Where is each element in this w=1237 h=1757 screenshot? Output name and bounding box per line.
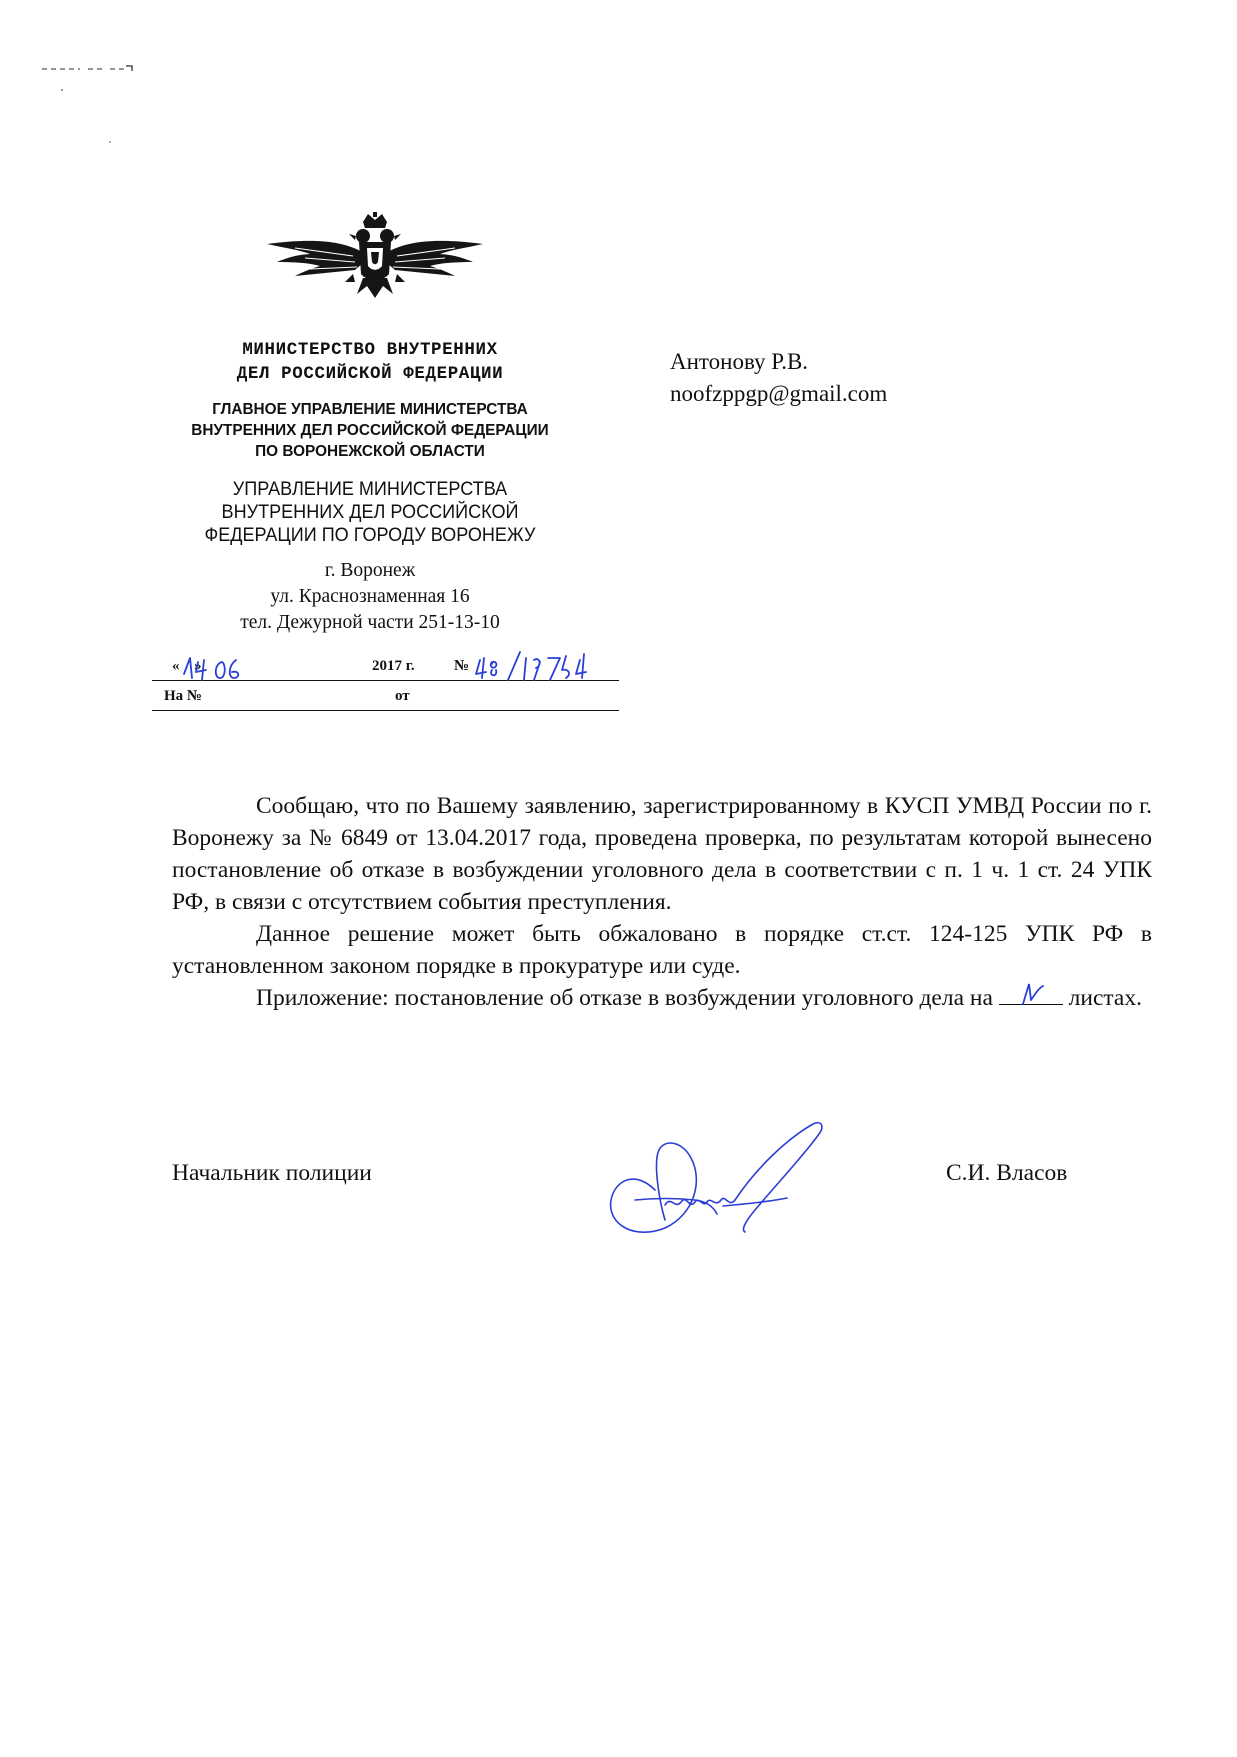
letterhead-street: ул. Краснознаменная 16 (270, 586, 470, 607)
letterhead-city-directorate-line-1: УПРАВЛЕНИЕ МИНИСТЕРСТВА (232, 479, 508, 500)
registration-date-quote-open: « (172, 658, 180, 674)
reference-number-label: На № (164, 688, 202, 704)
reference-from-label: от (395, 688, 410, 704)
letterhead-ministry-line-2: ДЕЛ РОССИЙСКОЙ ФЕДЕРАЦИИ (236, 364, 504, 384)
registration-number-label: № (454, 658, 470, 674)
letterhead-regional-line-1: ГЛАВНОЕ УПРАВЛЕНИЕ МИНИСТЕРСТВА (212, 401, 528, 418)
registration-date-quote-close: » (194, 658, 202, 674)
handwritten-registration-values (170, 640, 640, 685)
signer-title: Начальник полиции (172, 1160, 372, 1186)
handwritten-day (184, 658, 206, 680)
letterhead-regional-line-3: ПО ВОРОНЕЖСКОЙ ОБЛАСТИ (255, 443, 485, 460)
letter-body (172, 790, 1152, 1014)
handwritten-number (476, 652, 586, 680)
handwritten-month (216, 660, 239, 678)
letterhead-city: г. Воронеж (324, 560, 416, 581)
letterhead-city-directorate-line-2: ВНУТРЕННИХ ДЕЛ РОССИЙСКОЙ (221, 502, 519, 523)
letterhead-regional-line-2: ВНУТРЕННИХ ДЕЛ РОССИЙСКОЙ ФЕДЕРАЦИИ (191, 422, 549, 439)
attachment-suffix: листах. (1068, 985, 1142, 1011)
attachment-sheet-count-blank (999, 982, 1063, 1005)
body-paragraph-1: Сообщаю, что по Вашему заявлению, зарегистрированному в КУСП УМВД России по г. Воронежу за № 6849 от 13.04.2017 года, проведена проверка, по результатам которой вынесено постановление об отказе в возбуждении уголовного дела в соответствии с п. 1 ч. 1 ст. 24 УПК РФ, в связи с отсутствием события преступления. (172, 793, 1152, 915)
mvd-eagle-emblem-icon (265, 212, 485, 307)
letterhead-city-directorate-line-3: ФЕДЕРАЦИИ ПО ГОРОДУ ВОРОНЕЖУ (204, 525, 536, 546)
letterhead-ministry-line-1: МИНИСТЕРСТВО ВНУТРЕННИХ (242, 340, 498, 360)
handwritten-signature (595, 1110, 835, 1245)
letterhead-phone: тел. Дежурной части 251-13-10 (240, 612, 500, 633)
addressee-name: Антонову Р.В. (670, 349, 809, 374)
body-paragraph-2: Данное решение может быть обжаловано в порядке ст.ст. 124-125 УПК РФ в установленном законом порядке в прокуратуре или суде. (172, 921, 1152, 979)
signer-name: С.И. Власов (946, 1160, 1068, 1186)
reference-line (152, 710, 619, 711)
attachment-text: Приложение: постановление об отказе в возбуждении уголовного дела на (256, 985, 993, 1011)
body-attachment-paragraph (172, 982, 1152, 1014)
scan-artifacts (40, 55, 150, 155)
addressee-email: noofzppgp@gmail.com (670, 381, 888, 406)
registration-year: 2017 г. (372, 658, 415, 674)
handwritten-sheet-count (1017, 978, 1047, 1008)
